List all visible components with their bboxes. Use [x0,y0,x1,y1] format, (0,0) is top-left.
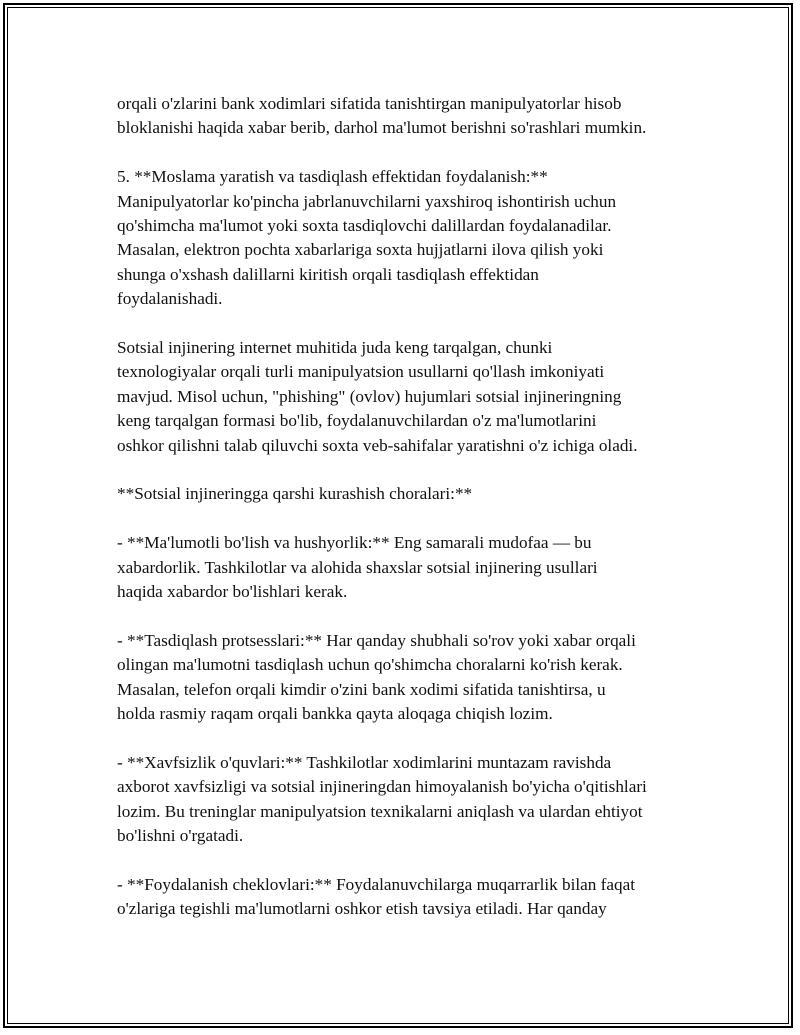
text-line: Masalan, telefon orqali kimdir o'zini bank xodimi sifatida tanishtirsa, u [117,679,606,699]
text-line: foydalanishadi. [117,289,223,309]
text-line: oshkor qilishni talab qiluvchi soxta veb-sahifalar yaratishni o'z ichiga oladi. [117,435,638,455]
text-line: **Sotsial injineringga qarshi kurashish choralari:** [117,484,473,504]
document-body [117,92,707,946]
text-line: orqali o'zlarini bank xodimlari sifatida tanishtirgan manipulyatorlar hisob [117,94,622,113]
text-line: xabardorlik. Tashkilotlar va alohida shaxslar sotsial injinering usullari [117,557,598,577]
text-line: qo'shimcha ma'lumot yoki soxta tasdiqlovchi dalillardan foydalanadilar. [117,216,612,236]
text-line: Masalan, elektron pochta xabarlariga soxta hujjatlarni ilova qilish yoki [117,240,604,260]
list-item-verification [117,629,707,727]
text-line: haqida xabardor bo'lishlari kerak. [117,582,348,602]
text-line: bo'lishni o'rgatadi. [117,826,244,846]
text-line: mavjud. Misol uchun, "phishing" (ovlov) hujumlari sotsial injineringning [117,386,622,406]
text-line: - **Ma'lumotli bo'lish va hushyorlik:** Eng samarali mudofaa — bu [117,533,592,553]
paragraph-item-5 [117,165,707,311]
list-item-training [117,751,707,849]
text-line: 5. **Moslama yaratish va tasdiqlash effektidan foydalanish:** [117,167,548,187]
text-line: axborot xavfsizligi va sotsial injineringdan himoyalanish bo'yicha o'qitishlari [117,777,647,797]
text-line: keng tarqalgan formasi bo'lib, foydalanuvchilardan o'z ma'lumotlarini [117,411,597,431]
text-line: lozim. Bu treninglar manipulyatsion texnikalarni aniqlash va ulardan ehtiyot [117,801,643,821]
section-heading [117,482,707,506]
list-item-awareness [117,531,707,604]
list-item-restrictions [117,873,707,922]
text-line: texnologiyalar orqali turli manipulyatsion usullarni qo'llash imkoniyati [117,362,605,382]
paragraph-continuation [117,92,707,141]
text-line: Sotsial injinering internet muhitida juda keng tarqalgan, chunki [117,338,553,358]
text-line: o'zlariga tegishli ma'lumotlarni oshkor etish tavsiya etiladi. Har qanday [117,899,607,919]
text-line: - **Tasdiqlash protsesslari:** Har qanday shubhali so'rov yoki xabar orqali [117,630,636,650]
text-line: - **Xavfsizlik o'quvlari:** Tashkilotlar xodimlarini muntazam ravishda [117,752,612,772]
text-line: holda rasmiy raqam orqali bankka qayta aloqaga chiqish lozim. [117,704,553,724]
text-line: olingan ma'lumotni tasdiqlash uchun qo'shimcha choralarni ko'rish kerak. [117,655,623,675]
text-line: - **Foydalanish cheklovlari:** Foydalanuvchilarga muqarrarlik bilan faqat [117,874,636,894]
text-line: shunga o'xshash dalillarni kiritish orqali tasdiqlash effektidan [117,264,539,284]
paragraph-internet [117,336,707,458]
text-line: bloklanishi haqida xabar berib, darhol ma'lumot berishni so'rashlari mumkin. [117,118,647,138]
text-line: Manipulyatorlar ko'pincha jabrlanuvchilarni yaxshiroq ishontirish uchun [117,191,617,211]
